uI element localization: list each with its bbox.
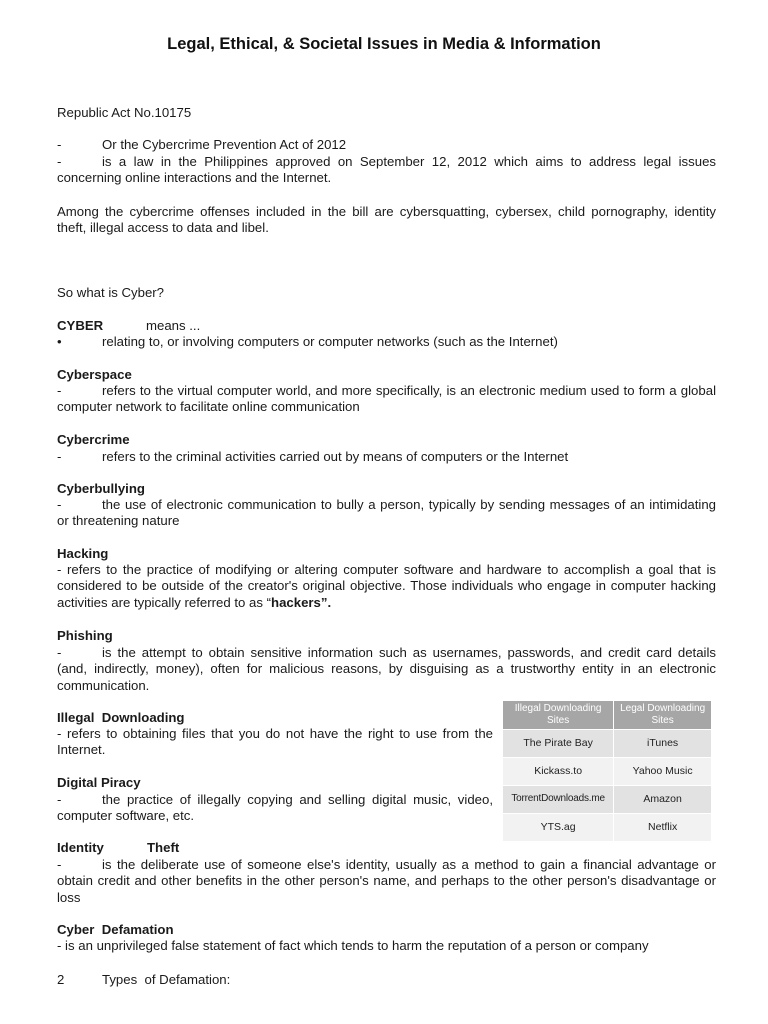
table-cell: Yahoo Music xyxy=(614,758,712,786)
cyber-means: means ... xyxy=(146,318,201,333)
dash-marker: - xyxy=(57,449,62,464)
dash-marker: - xyxy=(57,857,62,872)
cyberbullying-definition xyxy=(57,497,716,530)
header-legal-sites: Legal Downloading Sites xyxy=(614,701,712,730)
cyber-bullet-item xyxy=(57,334,716,350)
ra-item-1-text: Or the Cybercrime Prevention Act of 2012 xyxy=(102,137,347,152)
dash-marker: - xyxy=(57,497,62,512)
cybercrime-definition xyxy=(57,449,716,465)
table-cell: The Pirate Bay xyxy=(503,730,614,758)
table-cell: Netflix xyxy=(614,814,712,842)
table-header-row xyxy=(503,701,712,730)
types-label: Types of Defamation: xyxy=(102,972,231,987)
cyberbullying-term: Cyberbullying xyxy=(57,481,145,496)
ra-item-1 xyxy=(57,137,716,153)
table-cell: TorrentDownloads.me xyxy=(503,786,614,814)
table-row xyxy=(503,786,712,814)
theft-word: Theft xyxy=(147,840,180,855)
hackers-emphasis: hackers”. xyxy=(271,594,332,610)
cyber-defamation-definition: - is an unprivileged false statement of fact which tends to harm the reputation of a person or company xyxy=(57,938,649,953)
table-cell: Kickass.to xyxy=(503,758,614,786)
cyberspace-text: refers to the virtual computer world, and more specifically, is an electronic medium used to form a global computer network to facilitate online communication xyxy=(57,383,716,415)
hacking-definition xyxy=(57,562,716,611)
ra-heading: Republic Act No.10175 xyxy=(57,105,192,120)
table-row xyxy=(503,730,712,758)
digital-piracy-text: the practice of illegally copying and selling digital music, video, computer software, etc. xyxy=(57,792,493,824)
offenses-paragraph: Among the cybercrime offenses included in the bill are cybersquatting, cybersex, child pornography, identity theft, illegal access to data and libel. xyxy=(57,204,716,236)
cyberspace-term: Cyberspace xyxy=(57,367,132,382)
identity-theft-term xyxy=(57,840,716,856)
cyberspace-definition xyxy=(57,383,716,416)
cyber-heading xyxy=(57,318,716,334)
phishing-text: is the attempt to obtain sensitive information such as usernames, passwords, and credit card details (and, indirectly, money), often for malicious reasons, by disguising as a trustworthy entity in an electronic communication. xyxy=(57,645,716,693)
cybercrime-term: Cybercrime xyxy=(57,432,130,447)
illegal-downloading-definition: - refers to obtaining files that you do not have the right to use from the Internet. xyxy=(57,726,493,758)
digital-piracy-term: Digital Piracy xyxy=(57,775,141,790)
ra-item-2 xyxy=(57,154,716,187)
hacking-text: - refers to the practice of modifying or altering computer software and hardware to accomplish a goal that is considered to be outside of the creator's original objective. Those individuals who engage in computer hacking activities are typically referred to as “ xyxy=(57,562,716,610)
cybercrime-text: refers to the criminal activities carried out by means of computers or the Internet xyxy=(102,449,569,464)
dash-marker: - xyxy=(57,137,62,152)
cyber-bullet-text: relating to, or involving computers or computer networks (such as the Internet) xyxy=(102,334,558,349)
cyberbullying-text: the use of electronic communication to bully a person, typically by sending messages of an intimidating or threatening nature xyxy=(57,497,716,529)
ra-item-2-text: is a law in the Philippines approved on September 12, 2012 which aims to address legal issues concerning online interactions and the Internet. xyxy=(57,154,716,186)
dash-marker: - xyxy=(57,645,62,660)
dash-marker: - xyxy=(57,383,62,398)
table-row xyxy=(503,814,712,842)
table-cell: iTunes xyxy=(614,730,712,758)
phishing-definition xyxy=(57,645,716,694)
table-cell: YTS.ag xyxy=(503,814,614,842)
identity-theft-definition xyxy=(57,857,716,906)
phishing-term: Phishing xyxy=(57,628,113,643)
header-illegal-sites: Illegal Downloading Sites xyxy=(503,701,614,730)
dash-marker: - xyxy=(57,154,62,169)
identity-word: Identity xyxy=(57,840,104,855)
page-title: Legal, Ethical, & Societal Issues in Media & Information xyxy=(167,35,601,53)
dash-marker: - xyxy=(57,792,62,807)
bullet-marker: • xyxy=(57,334,62,349)
digital-piracy-definition xyxy=(57,792,493,825)
identity-theft-text: is the deliberate use of someone else's identity, usually as a method to gain a financial advantage or obtain credit and other benefits in the other person's name, and perhaps to the other person's disadvantage or loss xyxy=(57,857,716,905)
hacking-term: Hacking xyxy=(57,546,109,561)
downloading-sites-table xyxy=(503,701,712,841)
illegal-downloading-term: Illegal Downloading xyxy=(57,710,185,725)
table-row xyxy=(503,758,712,786)
cyber-term: CYBER xyxy=(57,318,104,333)
cyber-defamation-term: Cyber Defamation xyxy=(57,922,174,937)
types-number: 2 xyxy=(57,972,65,987)
table-cell: Amazon xyxy=(614,786,712,814)
question-line: So what is Cyber? xyxy=(57,285,165,300)
